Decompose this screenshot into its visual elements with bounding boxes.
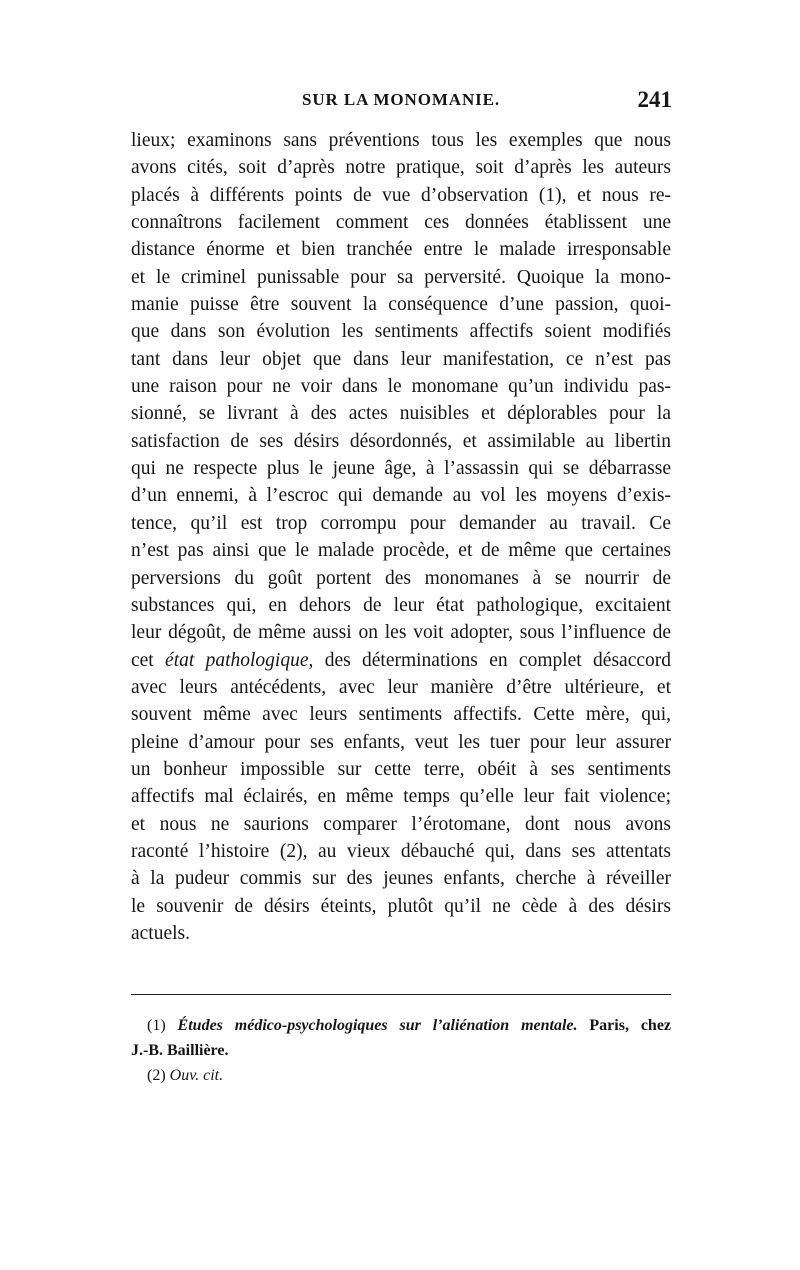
text-line: pleine d’amour pour ses enfants, veut les tuer pour leur assurer xyxy=(131,731,671,753)
text-line: raconté l’histoire (2), au vieux débauché qui, dans ses attentats xyxy=(131,840,671,862)
page-number: 241 xyxy=(637,87,672,112)
footnote-text: Paris, chez xyxy=(589,1017,672,1034)
text-line: d’un ennemi, à l’escroc qui demande au vol les moyens d’exis- xyxy=(131,485,671,507)
running-head xyxy=(130,88,672,118)
footnote-marker: (1) xyxy=(147,1017,166,1034)
emphasis-text: état pathologique xyxy=(165,649,309,671)
text-line: n’est pas ainsi que le malade procède, et de même que certaines xyxy=(131,540,671,562)
text-line: qui ne respecte plus le jeune âge, à l’assassin qui se débarrasse xyxy=(131,458,671,480)
footnote-work-title: Études médico-psychologiques sur l’aliénation mentale. xyxy=(177,1017,578,1034)
footnotes xyxy=(131,1013,671,1088)
footnote-1-continuation: J.-B. Baillière. xyxy=(131,1042,229,1059)
text-line: et le criminel punissable pour sa perversité. Quoique la mono- xyxy=(131,266,671,288)
text-line: que dans son évolution les sentiments affectifs soient modifiés xyxy=(131,321,671,343)
footnote-divider xyxy=(131,994,671,995)
text-fragment: , des déterminations en complet désaccord xyxy=(308,649,671,671)
text-line: souvent même avec leurs sentiments affectifs. Cette mère, qui, xyxy=(131,704,671,726)
footnote-1 xyxy=(131,1013,671,1038)
text-line: avons cités, soit d’après notre pratique, soit d’après les auteurs xyxy=(131,157,671,179)
text-line: le souvenir de désirs éteints, plutôt qu’il ne cède à des désirs xyxy=(131,895,671,917)
text-line: distance énorme et bien tranchée entre le malade irresponsable xyxy=(131,239,671,261)
text-line: substances qui, en dehors de leur état pathologique, excitaient xyxy=(131,594,671,616)
footnote-2 xyxy=(131,1063,671,1088)
text-line: satisfaction de ses désirs désordonnés, et assimilable au libertin xyxy=(131,430,671,452)
text-line: tence, qu’il est trop corrompu pour demander au travail. Ce xyxy=(131,512,671,534)
text-line: actuels. xyxy=(131,922,191,944)
text-line: connaîtrons facilement comment ces données établissent une xyxy=(131,212,671,234)
running-title: SUR LA MONOMANIE. xyxy=(302,90,501,109)
text-line-with-emphasis xyxy=(131,647,671,674)
footnote-marker: (2) xyxy=(147,1067,166,1084)
text-line: lieux; examinons sans préventions tous les exemples que nous xyxy=(131,130,671,151)
text-line: un bonheur impossible sur cette terre, obéit à ses sentiments xyxy=(131,758,671,780)
text-line: sionné, se livrant à des actes nuisibles et déplorables pour la xyxy=(131,403,671,425)
text-line: manie puisse être souvent la conséquence d’une passion, quoi- xyxy=(131,294,671,316)
text-line: à la pudeur commis sur des jeunes enfants, cherche à réveiller xyxy=(131,868,671,890)
text-fragment: cet xyxy=(131,649,166,671)
main-paragraph xyxy=(131,127,671,947)
text-line: tant dans leur objet que dans leur manifestation, ce n’est pas xyxy=(131,348,671,370)
text-line: perversions du goût portent des monomanes à se nourrir de xyxy=(131,567,671,589)
text-line: avec leurs antécédents, avec leur manière d’être ultérieure, et xyxy=(131,676,671,698)
text-line: placés à différents points de vue d’observation (1), et nous re- xyxy=(131,184,671,206)
text-line: une raison pour ne voir dans le monomane qu’un individu pas- xyxy=(131,376,671,398)
text-line: leur dégoût, de même aussi on les voit adopter, sous l’influence de xyxy=(131,622,671,644)
text-line: et nous ne saurions comparer l’érotomane, dont nous avons xyxy=(131,813,671,835)
footnote-text: Ouv. cit. xyxy=(169,1067,224,1084)
text-line: affectifs mal éclairés, en même temps qu’elle leur fait violence; xyxy=(131,786,671,808)
